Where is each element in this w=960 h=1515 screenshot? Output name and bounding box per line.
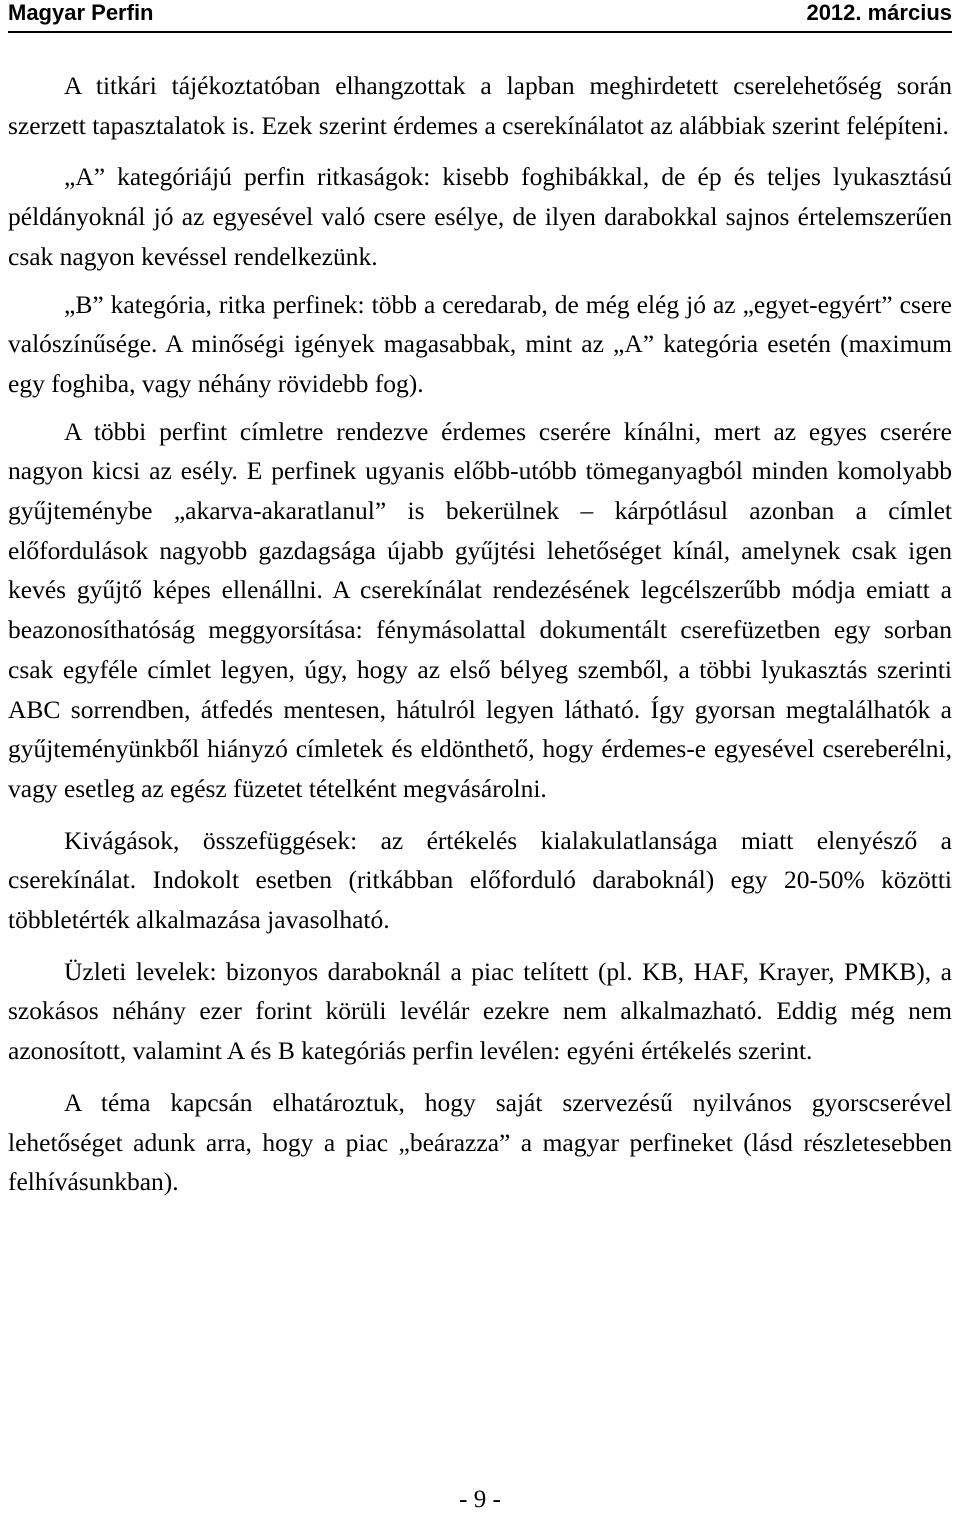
paragraph-cuttings: Kivágások, összefüggések: az értékelés kialakulatlansága miatt elenyésző a cserekínálat. Indokolt esetben (ritkábban előforduló daraboknál) egy 20-50% közötti többletérték alkalmazása javasolható. xyxy=(8,825,952,935)
paragraph-other-perfins: A többi perfint címletre rendezve érdemes cserére kínálni, mert az egyes cserére nagyon kicsi az esély. E perfinek ugyanis előbb-utóbb tömeganyagból minden komolyabb gyűjteménybe „akarva-akaratlanul” is bekerülnek – kárpótlásul azonban a címlet előfordulások nagyobb gazdagsága újabb gyűjtési lehetőséget kínál, amelynek csak igen kevés gyűjtő képes ellenállni. A cserekínálat rendezésének legcélszerűbb módja emiatt a beazonosíthatóság meggyorsítása: fénymásolattal dokumentált cserefüzetben egy sorban csak egyféle címlet legyen, úgy, hogy az első bélyeg szemből, a többi lyukasztás szerinti ABC sorrendben, átfedés mentesen, hátulról legyen látható. Így gyorsan megtalálhatók a gyűjteményünkből hiányzó címletek és eldönthető, hogy érdemes-e egyesével csereberélni, vagy esetleg az egész füzetet tételként megvásárolni. xyxy=(8,416,952,803)
publication-title: Magyar Perfin xyxy=(8,0,154,25)
paragraph-category-b: „B” kategória, ritka perfinek: több a ceredarab, de még elég jó az „egyet-egyért” csere valószínűsége. A minőségi igények magasabbak, mint az „A” kategória esetén (maximum egy foghiba, vagy néhány rövidebb fog). xyxy=(8,289,952,398)
article-body xyxy=(8,66,952,1202)
paragraph-intro: A titkári tájékoztatóban elhangzottak a lapban meghirdetett cserelehetőség során szerzett tapasztalatok is. Ezek szerint érdemes a cserekínálatot az alábbiak szerint felépíteni. xyxy=(8,71,952,140)
paragraph-business-letters: Üzleti levelek: bizonyos daraboknál a piac telített (pl. KB, HAF, Krayer, PMKB), a szokásos néhány ezer forint körüli levélár ezekre nem alkalmazható. Eddig még nem azonosított, valamint A és B kategóriás perfin levélen: egyéni értékelés szerint. xyxy=(8,956,952,1066)
running-header xyxy=(8,0,952,33)
issue-date: 2012. március xyxy=(806,0,952,25)
page-number: - 9 - xyxy=(459,1486,501,1513)
paragraph-category-a: „A” kategóriájú perfin ritkaságok: kisebb foghibákkal, de ép és teljes lyukasztású példányoknál jó az egyesével való csere esélye, de ilyen darabokkal sajnos értelemszerűen csak nagyon kevéssel rendelkezünk. xyxy=(8,162,952,271)
paragraph-conclusion: A téma kapcsán elhatároztuk, hogy saját szervezésű nyilvános gyorscserével lehetőséget adunk arra, hogy a piac „beárazza” a magyar perfineket (lásd részletesebben felhívásunkban). xyxy=(8,1087,952,1197)
